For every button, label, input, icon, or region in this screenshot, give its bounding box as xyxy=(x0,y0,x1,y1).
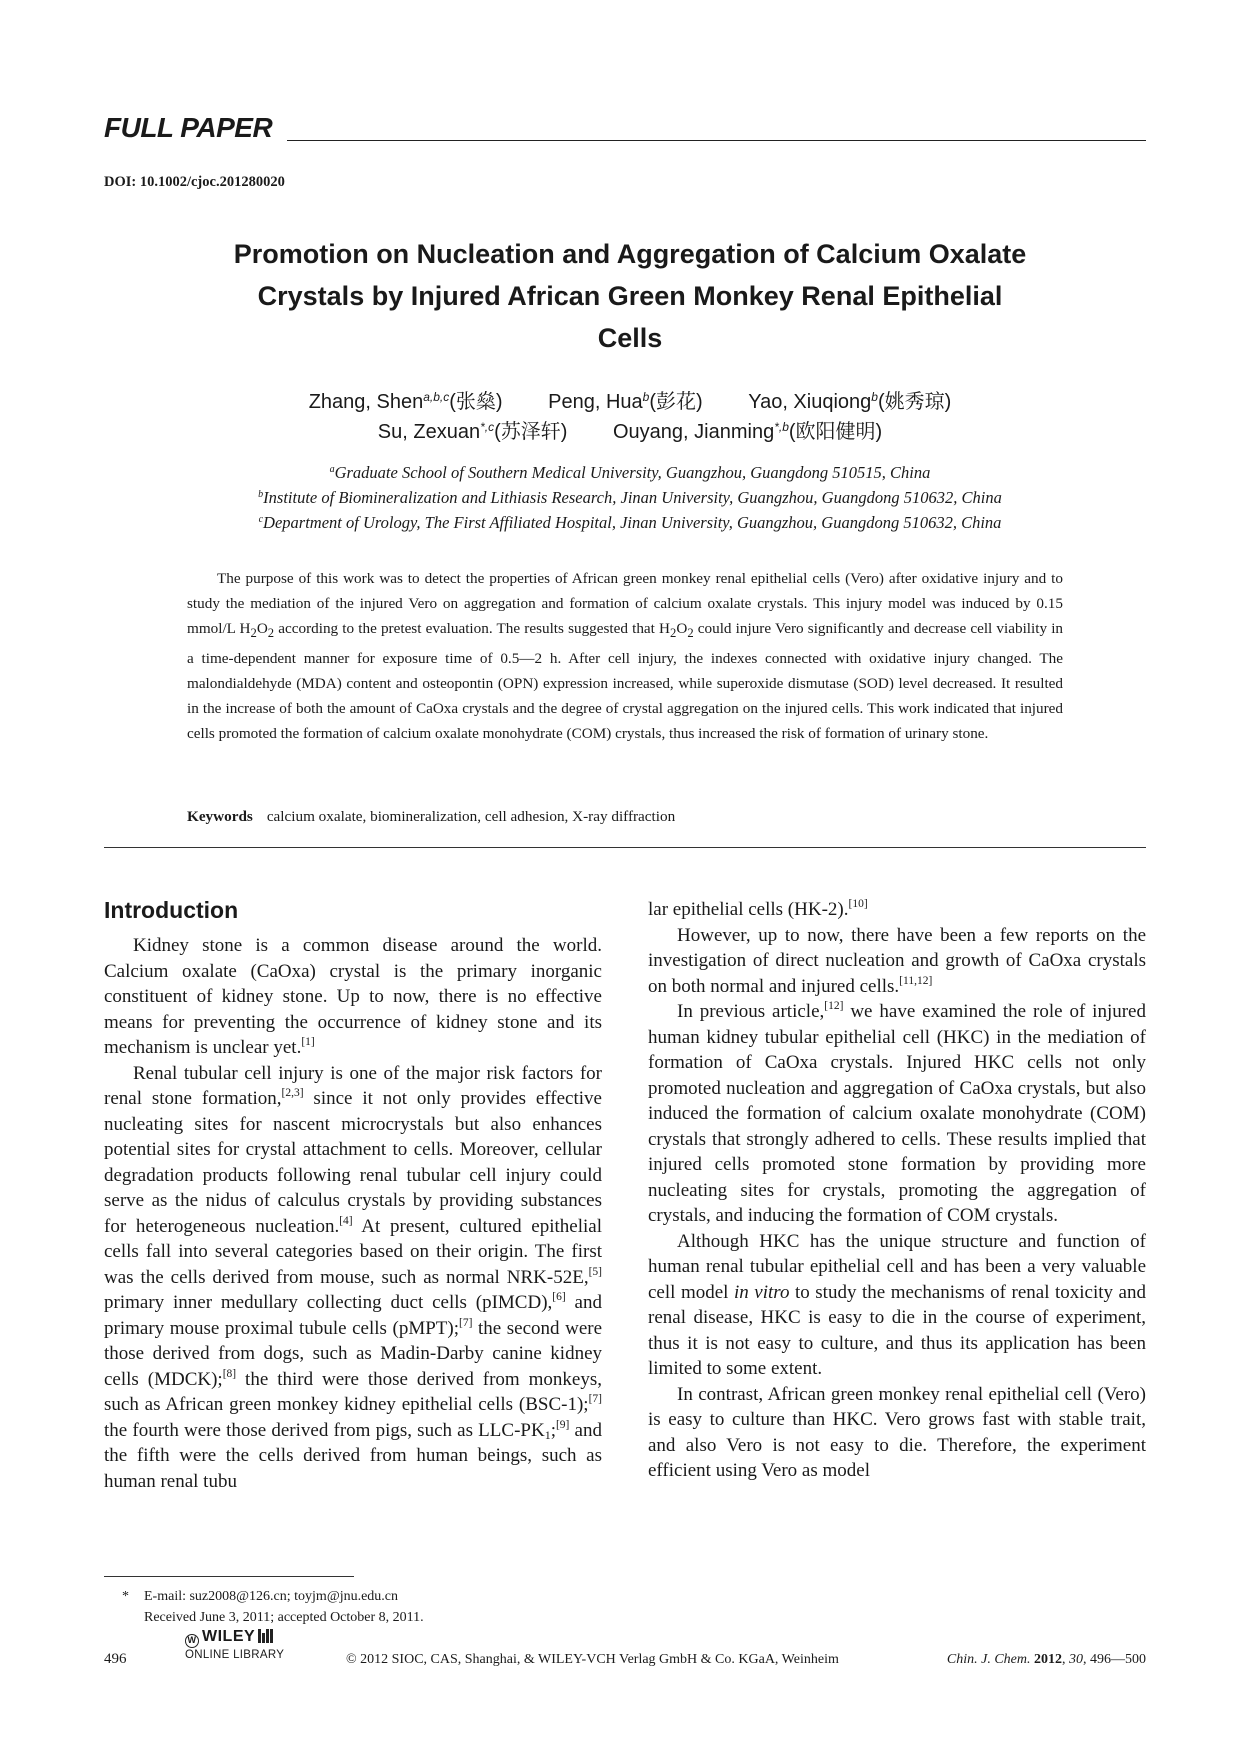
footnote-received: Received June 3, 2011; accepted October 8, 2011. xyxy=(144,1610,424,1625)
paragraph: However, up to now, there have been a few reports on the investigation of direct nucleation and growth of CaOxa crystals on both normal and injured cells.[11,12] xyxy=(648,924,1146,997)
abstract: The purpose of this work was to detect the properties of African green monkey renal epithelial cells (Vero) after oxidative injury and to study the mediation of the injured Vero on aggregation and formation of calcium oxalate crystals. This injury model was induced by 0.15 mmol/L $H_2O_2$ according to the pretest evaluation. The results suggested that $H_2O_2$ could injure Vero significantly and decrease cell viability in a time-dependent manner for exposure time of 0.5—2 h. After cell injury, the indexes connected with oxidative injury changed. The malondialdehyde (MDA) content and osteopontin (OPN) expression increased, while superoxide dismutase (SOD) level decreased. It resulted in the increase of both the amount of CaOxa crystals and the degree of crystal aggregation on the injured cells. This work indicated that injured cells promoted the formation of calcium oxalate monohydrate (COM) crystals, thus increased the risk of formation of urinary stone. xyxy=(187,570,1064,743)
title-line: Crystals by Injured African Green Monkey Renal Epithelial xyxy=(257,281,1003,311)
affiliation: $^a$Graduate School of Southern Medical University, Guangzhou, Guangdong 510515, China xyxy=(329,463,931,482)
separator-rule xyxy=(104,847,1146,848)
affiliations xyxy=(150,460,1110,535)
paper-title xyxy=(150,233,1110,359)
paragraph: In previous article,[12] we have examined the role of injured human kidney tubular epithelial cell (HKC) in the mediation of formation of CaOxa crystals. Injured HKC cells not only promoted nucleation and aggregation of CaOxa crystals, but also induced the formation of calcium oxalate monohydrate (COM) crystals that strongly adhered to cells. These results implied that injured cells promoted stone formation by providing more nucleating sites for crystals, promoting the aggregation of crystals, and inducing the formation of COM crystals. xyxy=(648,1000,1146,1226)
body-column-left xyxy=(104,933,602,1494)
title-line: Cells xyxy=(597,323,663,353)
affiliation: $^b$Institute of Biomineralization and Lithiasis Research, Jinan University, Guangzhou, Guangdong 510632, China xyxy=(258,488,1002,507)
logo-text: WILEY xyxy=(202,1628,256,1645)
author: Ouyang, Jianming$^{*,b}$(欧阳健明) xyxy=(612,420,883,443)
paragraph: Although HKC has the unique structure and function of human renal tubular epithelial cell and has been a very valuable cell model in vitro to study the mechanisms of renal toxicity and renal disease, HKC is easy to die in the course of experiment, thus it is not easy to culture, and thus its application has been limited to some extent. xyxy=(648,1230,1146,1379)
keywords-text: calcium oxalate, biomineralization, cell adhesion, X-ray diffraction xyxy=(266,808,676,825)
author: Yao, Xiuqiong$^b$(姚秀琼) xyxy=(748,390,952,413)
affiliation-text: Institute of Biomineralization and Lithiasis Research, Jinan University, Guangzhou, Guangdong 510632, China xyxy=(263,488,1002,507)
page-number: 496 xyxy=(104,1651,127,1667)
footnote-mark: * xyxy=(122,1589,129,1604)
author: Su, Zexuan$^{*,c}$(苏泽轩) xyxy=(377,420,568,443)
title-line: Promotion on Nucleation and Aggregation of Calcium Oxalate xyxy=(233,239,1027,269)
author-row xyxy=(150,418,1110,446)
logo-subtext: ONLINE LIBRARY xyxy=(185,1649,285,1661)
wiley-logo[interactable] xyxy=(185,1628,295,1664)
affiliation: $^c$Department of Urology, The First Affiliated Hospital, Jinan University, Guangzhou, Guangdong 510632, China xyxy=(258,513,1002,532)
paragraph: Kidney stone is a common disease around the world. Calcium oxalate (CaOxa) crystal is the primary inorganic constituent of kidney stone. Up to now, there is no effective means for preventing the occurrence of kidney stone and its mechanism is unclear yet.[1] xyxy=(104,935,602,1058)
paragraph: Renal tubular cell injury is one of the major risk factors for renal stone formation,[2,3] since it not only provides effective nucleating sites for nascent microcrystals but also enhances potential sites for crystal attachment to cells. Moreover, cellular degradation products following renal tubular cell injury could serve as the nidus of calculus crystals by providing substances for heterogeneous nucleation.[4] At present, cultured epithelial cells fall into several categories based on their origin. The first was the cells derived from mouse, such as normal NRK-52E,[5] primary inner medullary collecting duct cells (pIMCD),[6] and primary mouse proximal tubule cells (pMPT);[7] the second were those derived from dogs, such as Madin-Darby canine kidney cells (MDCK);[8] the third were those derived from monkeys, such as African green monkey kidney epithelial cells (BSC-1);[7] the fourth were those derived from pigs, such as LLC-$PK_1;[9]$ and the fifth were the cells derived from human beings, such as human renal tubu xyxy=(104,1062,603,1492)
section-heading: Introduction xyxy=(104,897,239,923)
keywords-label: Keywords xyxy=(187,808,253,825)
footnote-email[interactable]: E-mail: suz2008@126.cn; toyjm@jnu.edu.cn xyxy=(144,1589,399,1604)
header-rule xyxy=(287,140,1146,141)
keywords xyxy=(187,806,1063,828)
books-icon xyxy=(258,1629,274,1648)
author-row xyxy=(150,388,1110,416)
journal-citation: Chin. J. Chem. 2012, 30, 496—500 xyxy=(946,1652,1146,1667)
paragraph: In contrast, African green monkey renal epithelial cell (Vero) is easy to culture than HKC. Vero grows fast with stable trait, and also Vero is not easy to die. Therefore, the experiment efficient using Vero as model xyxy=(648,1383,1146,1481)
wiley-mark-icon: W xyxy=(185,1634,199,1648)
footnote xyxy=(122,1586,424,1628)
section-label: FULL PAPER xyxy=(104,112,273,143)
copyright: © 2012 SIOC, CAS, Shanghai, & WILEY-VCH Verlag GmbH & Co. KGaA, Weinheim xyxy=(346,1652,839,1667)
section-header xyxy=(104,112,1146,144)
footnote-rule xyxy=(104,1576,354,1577)
author: Zhang, Shen$^{a,b,c}$(张燊) xyxy=(308,390,503,413)
affiliation-text: Department of Urology, The First Affiliated Hospital, Jinan University, Guangzhou, Guangdong 510632, China xyxy=(263,513,1002,532)
body-column-right xyxy=(648,897,1146,1484)
doi[interactable]: DOI: 10.1002/cjoc.201280020 xyxy=(104,174,285,190)
author: Peng, Hua$^b$(彭花) xyxy=(548,390,703,413)
paragraph: lar epithelial cells (HK-2).[10] xyxy=(648,898,868,920)
affiliation-text: Graduate School of Southern Medical University, Guangzhou, Guangdong 510515, China xyxy=(334,463,931,482)
